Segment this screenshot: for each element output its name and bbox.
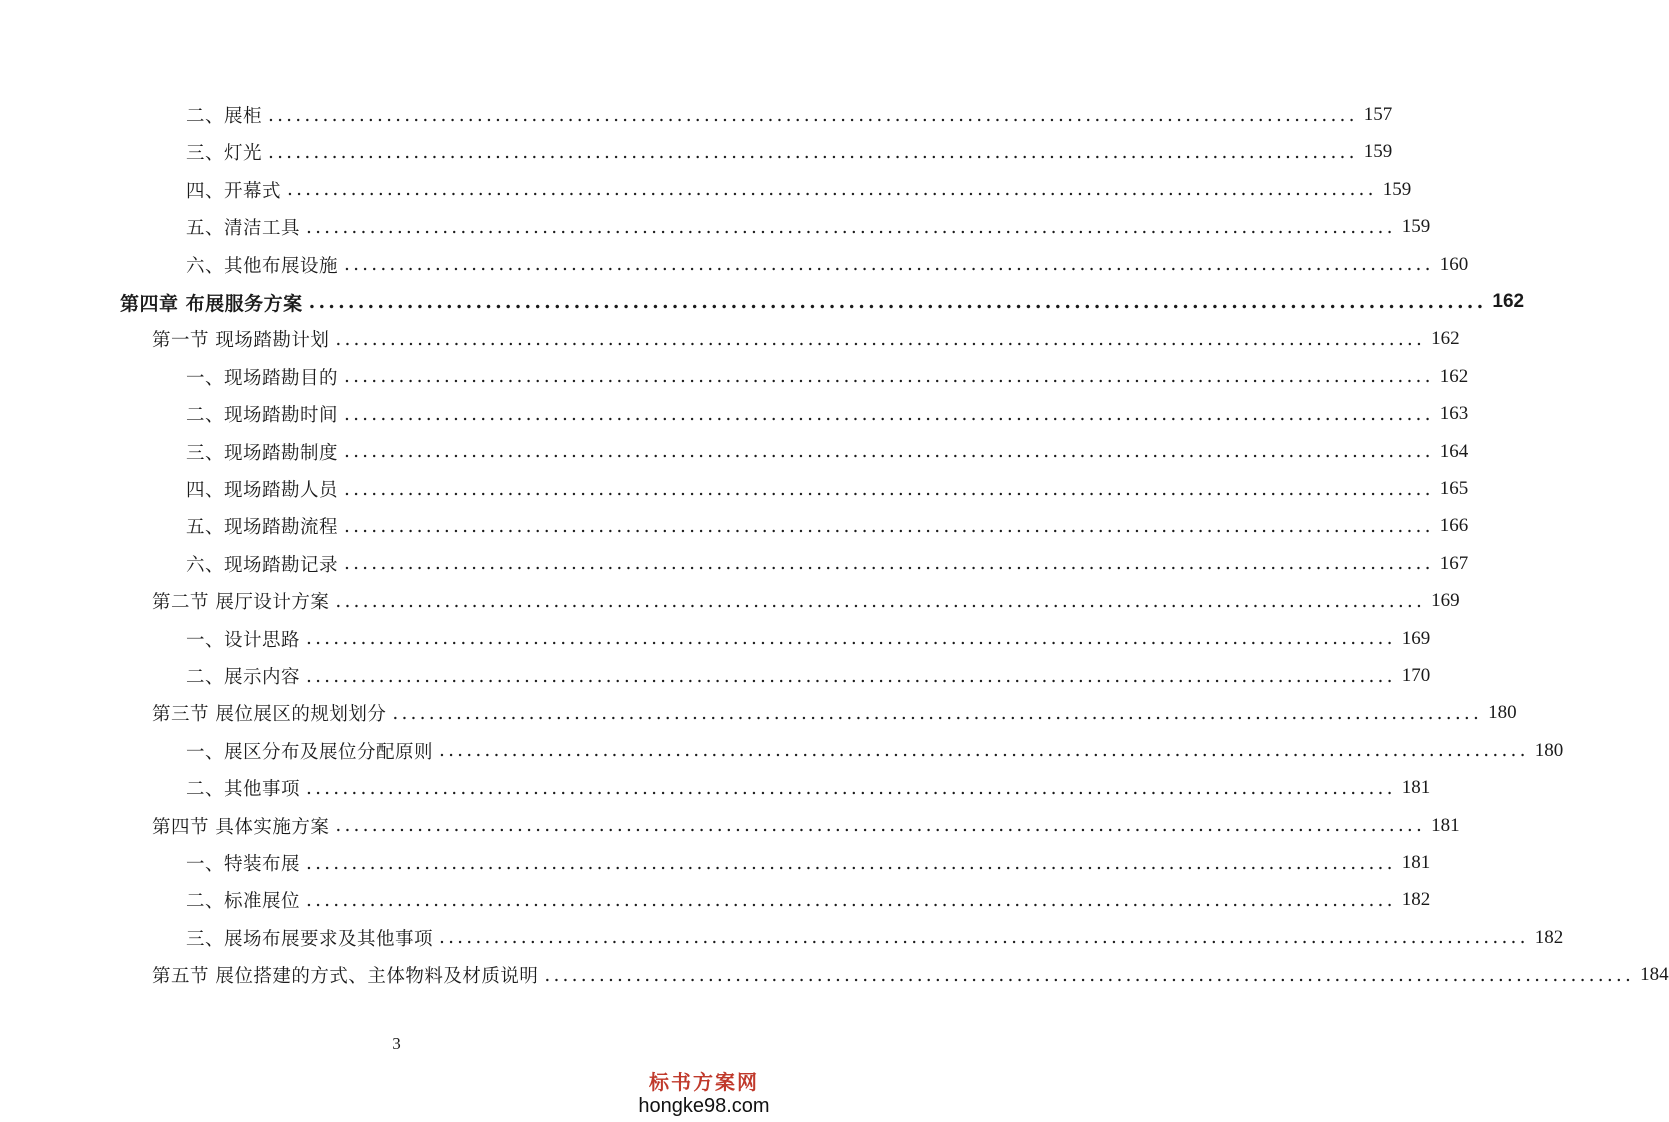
toc-entry-page: 169 bbox=[1431, 590, 1460, 612]
toc-entry-page: 159 bbox=[1363, 141, 1393, 163]
toc-entry-title: 第一节 现场踏勘计划 bbox=[152, 330, 330, 352]
toc-dot-leader: ........................................................................................................................ bbox=[392, 702, 1483, 724]
toc-entry-title: 五、现场踏勘流程 bbox=[186, 517, 339, 539]
watermark-cn: 标书方案网 bbox=[649, 1070, 759, 1094]
toc-entry-page: 170 bbox=[1401, 665, 1431, 686]
toc-entry-title: 三、展场布展要求及其他事项 bbox=[186, 928, 434, 950]
toc-chapter-entry[interactable] bbox=[120, 287, 1525, 317]
toc-entry-page: 180 bbox=[1534, 739, 1564, 761]
toc-subsection-entry[interactable] bbox=[186, 848, 1431, 878]
watermark-en: hongke98.com bbox=[638, 1095, 770, 1117]
toc-entry-title: 第二节 展厅设计方案 bbox=[152, 592, 330, 614]
toc-subsection-entry[interactable] bbox=[186, 100, 1393, 130]
toc-section-entry[interactable] bbox=[152, 698, 1517, 728]
toc-subsection-entry[interactable] bbox=[186, 549, 1469, 579]
toc-entry-title: 一、展区分布及展位分配原则 bbox=[186, 741, 434, 763]
toc-entry-title: 五、清洁工具 bbox=[186, 218, 301, 240]
toc-entry-page: 167 bbox=[1439, 552, 1469, 574]
toc-dot-leader: ........................................................................................................................ bbox=[544, 964, 1635, 986]
toc-entry-title: 第四章 布展服务方案 bbox=[120, 292, 303, 315]
watermark-logo bbox=[629, 1066, 779, 1118]
toc-entry-page: 166 bbox=[1439, 515, 1469, 537]
toc-entry-title: 三、现场踏勘制度 bbox=[186, 442, 339, 464]
toc-entry-title: 一、设计思路 bbox=[186, 629, 301, 651]
toc-entry-page: 164 bbox=[1439, 440, 1469, 462]
toc-entry-page: 162 bbox=[1439, 365, 1469, 387]
toc-subsection-entry[interactable] bbox=[186, 474, 1469, 504]
toc-entry-title: 二、标准展位 bbox=[186, 891, 301, 913]
toc-entry-title: 第四节 具体实施方案 bbox=[152, 816, 330, 838]
toc-entry-title: 四、开幕式 bbox=[186, 180, 282, 202]
toc-dot-leader: ........................................................................................................................ bbox=[306, 628, 1396, 650]
toc-entry-page: 162 bbox=[1431, 328, 1460, 350]
toc-entry-title: 二、展示内容 bbox=[186, 667, 301, 688]
toc-dot-leader: ........................................................................................................................ bbox=[306, 665, 1396, 687]
toc-entry-title: 六、现场踏勘记录 bbox=[186, 554, 339, 576]
toc-subsection-entry[interactable] bbox=[186, 137, 1393, 167]
toc-subsection-entry[interactable] bbox=[186, 399, 1469, 429]
toc-entry-page: 181 bbox=[1401, 852, 1431, 873]
toc-entry-page: 159 bbox=[1382, 178, 1412, 200]
toc-entry-page: 169 bbox=[1401, 627, 1431, 649]
toc-entry-title: 六、其他布展设施 bbox=[186, 255, 339, 277]
toc-section-entry[interactable] bbox=[152, 324, 1460, 354]
toc-dot-leader: ........................................................................................................................ bbox=[287, 179, 1377, 201]
toc-entry-title: 四、现场踏勘人员 bbox=[186, 480, 339, 501]
toc-dot-leader: ........................................................................................................................ bbox=[335, 590, 1426, 612]
toc-subsection-entry[interactable] bbox=[186, 212, 1431, 242]
toc-subsection-entry[interactable] bbox=[186, 362, 1469, 392]
toc-subsection-entry[interactable] bbox=[186, 885, 1431, 915]
toc-entry-page: 181 bbox=[1431, 814, 1460, 836]
toc-entry-page: 182 bbox=[1401, 889, 1431, 911]
toc-subsection-entry[interactable] bbox=[186, 624, 1431, 654]
toc-dot-leader: ........................................................................................................................ bbox=[306, 852, 1396, 874]
toc-subsection-entry[interactable] bbox=[186, 250, 1469, 280]
toc-dot-leader: ........................................................................................................................ bbox=[306, 777, 1396, 799]
toc-entry-page: 159 bbox=[1401, 216, 1431, 238]
toc-section-entry[interactable] bbox=[152, 960, 1669, 990]
toc-subsection-entry[interactable] bbox=[186, 511, 1469, 541]
toc-dot-leader: ........................................................................................................................ bbox=[308, 291, 1487, 313]
toc-dot-leader: ........................................................................................................................ bbox=[268, 104, 1358, 126]
toc-dot-leader: ........................................................................................................................ bbox=[344, 254, 1434, 276]
toc-entry-title: 第五节 展位搭建的方式、主体物料及材质说明 bbox=[152, 966, 539, 988]
toc-dot-leader: ........................................................................................................................ bbox=[439, 927, 1529, 949]
toc-dot-leader: ........................................................................................................................ bbox=[344, 515, 1434, 537]
toc-subsection-entry[interactable] bbox=[186, 661, 1431, 691]
toc-entry-page: 163 bbox=[1439, 403, 1469, 425]
toc-entry-title: 第三节 展位展区的规划划分 bbox=[152, 704, 387, 726]
toc-subsection-entry[interactable] bbox=[186, 923, 1564, 953]
toc-entry-page: 184 bbox=[1640, 964, 1669, 986]
toc-entry-title: 三、灯光 bbox=[186, 143, 263, 165]
toc-dot-leader: ........................................................................................................................ bbox=[344, 553, 1434, 575]
toc-entry-title: 二、展柜 bbox=[186, 106, 263, 127]
toc-dot-leader: ........................................................................................................................ bbox=[439, 740, 1529, 762]
toc-entry-page: 165 bbox=[1439, 478, 1469, 499]
toc-entry-page: 160 bbox=[1439, 253, 1469, 275]
toc-dot-leader: ........................................................................................................................ bbox=[335, 328, 1426, 350]
toc-dot-leader: ........................................................................................................................ bbox=[344, 441, 1434, 463]
toc-entry-title: 二、现场踏勘时间 bbox=[186, 405, 339, 427]
toc-entry-page: 162 bbox=[1492, 291, 1525, 312]
toc-dot-leader: ........................................................................................................................ bbox=[335, 815, 1426, 837]
toc-entry-title: 一、特装布展 bbox=[186, 854, 301, 875]
toc-subsection-entry[interactable] bbox=[186, 437, 1469, 467]
toc-dot-leader: ........................................................................................................................ bbox=[306, 216, 1396, 238]
page-number: 3 bbox=[392, 1034, 401, 1053]
toc-subsection-entry[interactable] bbox=[186, 773, 1431, 803]
toc-dot-leader: ........................................................................................................................ bbox=[344, 403, 1434, 425]
toc-entry-page: 182 bbox=[1534, 926, 1564, 948]
toc-dot-leader: ........................................................................................................................ bbox=[344, 366, 1434, 388]
toc-entry-title: 一、现场踏勘目的 bbox=[186, 367, 339, 389]
toc-subsection-entry[interactable] bbox=[186, 736, 1564, 766]
toc-entry-page: 157 bbox=[1363, 104, 1393, 125]
toc-dot-leader: ........................................................................................................................ bbox=[268, 141, 1358, 163]
toc-subsection-entry[interactable] bbox=[186, 175, 1412, 205]
toc-section-entry[interactable] bbox=[152, 811, 1460, 841]
toc-section-entry[interactable] bbox=[152, 586, 1460, 616]
toc-dot-leader: ........................................................................................................................ bbox=[306, 889, 1396, 911]
toc-dot-leader: ........................................................................................................................ bbox=[344, 478, 1434, 500]
toc-entry-title: 二、其他事项 bbox=[186, 779, 301, 801]
toc-entry-page: 181 bbox=[1401, 777, 1431, 799]
toc-entry-page: 180 bbox=[1488, 702, 1517, 724]
